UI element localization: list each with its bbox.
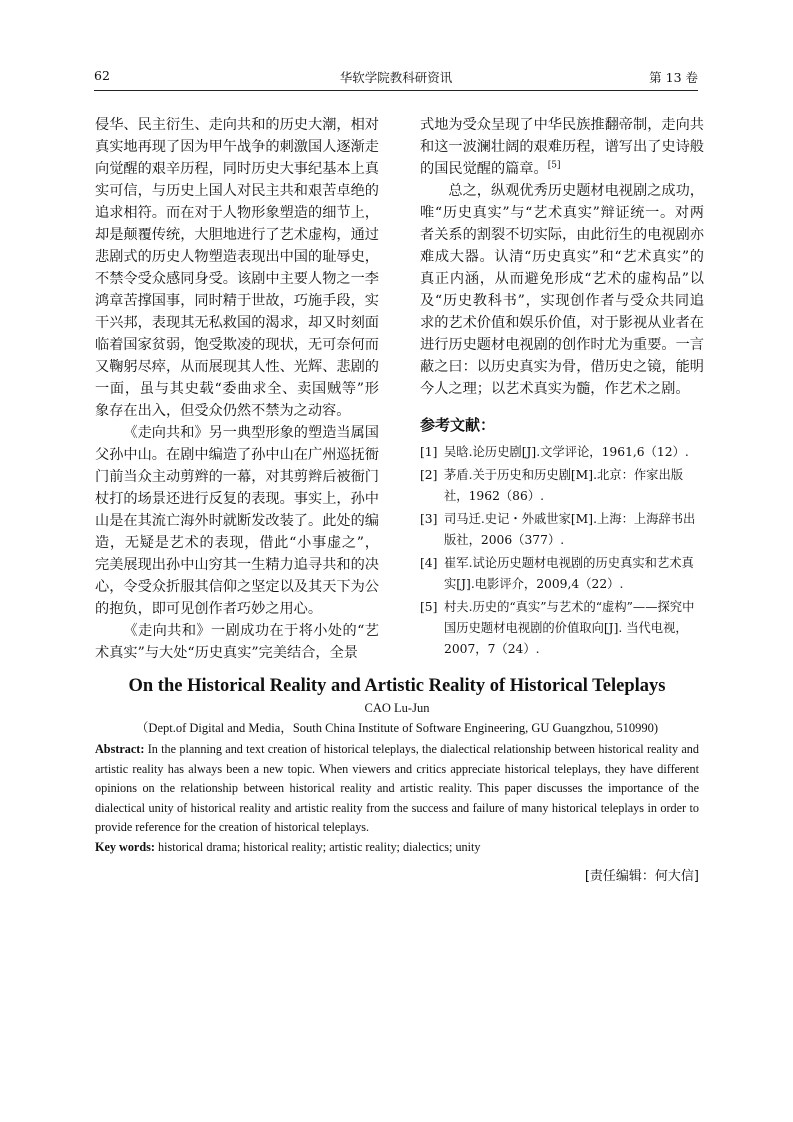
reference-item (420, 465, 704, 507)
reference-item (420, 442, 704, 463)
references-heading: 参考文献： (420, 416, 496, 434)
reference-text: 吴晗.论历史剧[J].文学评论，1961,6（12）. (444, 445, 689, 459)
reference-text: 崔军.试论历史题材电视剧的历史真实和艺术真实[J].电影评介，2009,4（22）. (444, 556, 694, 591)
left-column (95, 114, 379, 664)
body-paragraph (420, 114, 704, 180)
abstract-text: In the planning and text creation of historical teleplays, the dialectical relationship between historical reality and artistic reality has always been a new topic. When viewers and critics appreciate historical teleplays, they have different opinions on the relationship between historical reality and artistic reality. This paper discusses the importance of the dialectical unity of historical reality and artistic reality from the success and failure of many historical teleplays in order to provide reference for the creation of historical teleplays. (95, 742, 699, 834)
header-divider (94, 90, 698, 91)
responsible-editor: [责任编辑：何大信] (584, 869, 699, 884)
english-abstract-block (95, 676, 699, 884)
reference-number: [3] (420, 512, 438, 526)
reference-number: [1] (420, 445, 438, 459)
reference-number: [5] (420, 600, 438, 614)
reference-text: 司马迁.史记・外戚世家[M].上海：上海辞书出版社，2006（377）. (444, 512, 696, 547)
keywords-label: Key words: (95, 839, 155, 854)
english-keywords (95, 838, 699, 858)
keywords-text: historical drama; historical reality; artistic reality; dialectics; unity (154, 839, 481, 854)
reference-item (420, 509, 704, 551)
reference-text: 茅盾.关于历史和历史剧[M].北京：作家出版社，1962（86）. (444, 468, 684, 503)
author-name: CAO Lu-Jun (364, 701, 430, 715)
reference-number: [2] (420, 468, 438, 482)
conclusion-paragraph: 总之，纵观优秀历史题材电视剧之成功，唯“历史真实”与“艺术真实”辩证统一。对两者关系的割裂不切实际，由此衍生的电视剧亦难成大器。认清“历史真实”和“艺术真实”的真正内涵，从而避免形成“艺术的虚构品”以及“历史教科书”，实现创作者与受众共同追求的艺术价值和娱乐价值，对于影视从业者在进行历史题材电视剧的创作时尤为重要。一言蔽之曰：以历史真实为骨，借历史之镜，能明今人之理；以艺术真实为髓，作艺术之剧。 (420, 183, 704, 397)
reference-text: 村夫.历史的“真实”与艺术的“虚构”——探究中国历史题材电视剧的价值取向[J]. 当代电视，2007，7（24）. (444, 600, 695, 656)
citation-marker: [5] (547, 160, 561, 171)
right-column (420, 114, 704, 662)
page-number: 62 (94, 68, 110, 83)
author-affiliation: （Dept.of Digital and Media，South China Institute of Software Engineering, GU Guangzhou, 510990) (135, 721, 659, 735)
body-paragraph: 侵华、民主衍生、走向共和的历史大潮，相对真实地再现了因为甲午战争的刺激国人逐渐走向觉醒的艰辛历程，同时历史大事纪基本上真实可信，与历史上国人对民主共和艰苦卓绝的追求相符。而在对于人物形象塑造的细节上，却是颠覆传统，大胆地进行了艺术虚构，通过悲剧式的历史人物塑造表现出中国的耻辱史，不禁令受众感同身受。该剧中主要人物之一李鸿章苦撑国事，同时精于世故，巧施手段，实干兴邦，表现其无私救国的渴求，却又时刻面临着国家贫弱，饱受欺凌的现状，无可奈何而又鞠躬尽瘁，从而展现其人性、光辉、悲剧的一面，虽与其史载“委曲求全、卖国贼等”形象存在出入，但受众仍然不禁为之动容。 (95, 117, 379, 419)
references-list (420, 442, 704, 660)
body-paragraph-text: 式地为受众呈现了中华民族推翻帝制，走向共和这一波澜壮阔的艰难历程，谱写出了史诗般的国民觉醒的篇章。 (420, 117, 704, 177)
reference-item (420, 553, 704, 595)
english-title: On the Historical Reality and Artistic Reality of Historical Teleplays (128, 676, 666, 696)
volume-number: 第 13 卷 (649, 70, 698, 85)
reference-item (420, 597, 704, 660)
page-header (94, 68, 698, 88)
abstract-label: Abstract: (95, 742, 145, 756)
journal-name: 华软学院教科研资讯 (339, 70, 453, 85)
body-paragraph: 《走向共和》另一典型形象的塑造当属国父孙中山。在剧中编造了孙中山在广州巡抚衙门前当众主动剪辫的一幕，对其剪辫后被衙门杖打的场景还进行反复的表现。事实上，孙中山是在其流亡海外时就断发改装了。此处的编造，无疑是艺术的表现，借此“小事虚之”，完美展现出孙中山穷其一生精力追寻共和的决心，令受众折服其信仰之坚定以及其天下为公的抱负，即可见创作者巧妙之用心。 (95, 425, 379, 617)
english-abstract (95, 740, 699, 838)
reference-number: [4] (420, 556, 438, 570)
body-paragraph: 《走向共和》一剧成功在于将小处的“艺术真实”与大处“历史真实”完美结合，全景 (95, 623, 379, 661)
